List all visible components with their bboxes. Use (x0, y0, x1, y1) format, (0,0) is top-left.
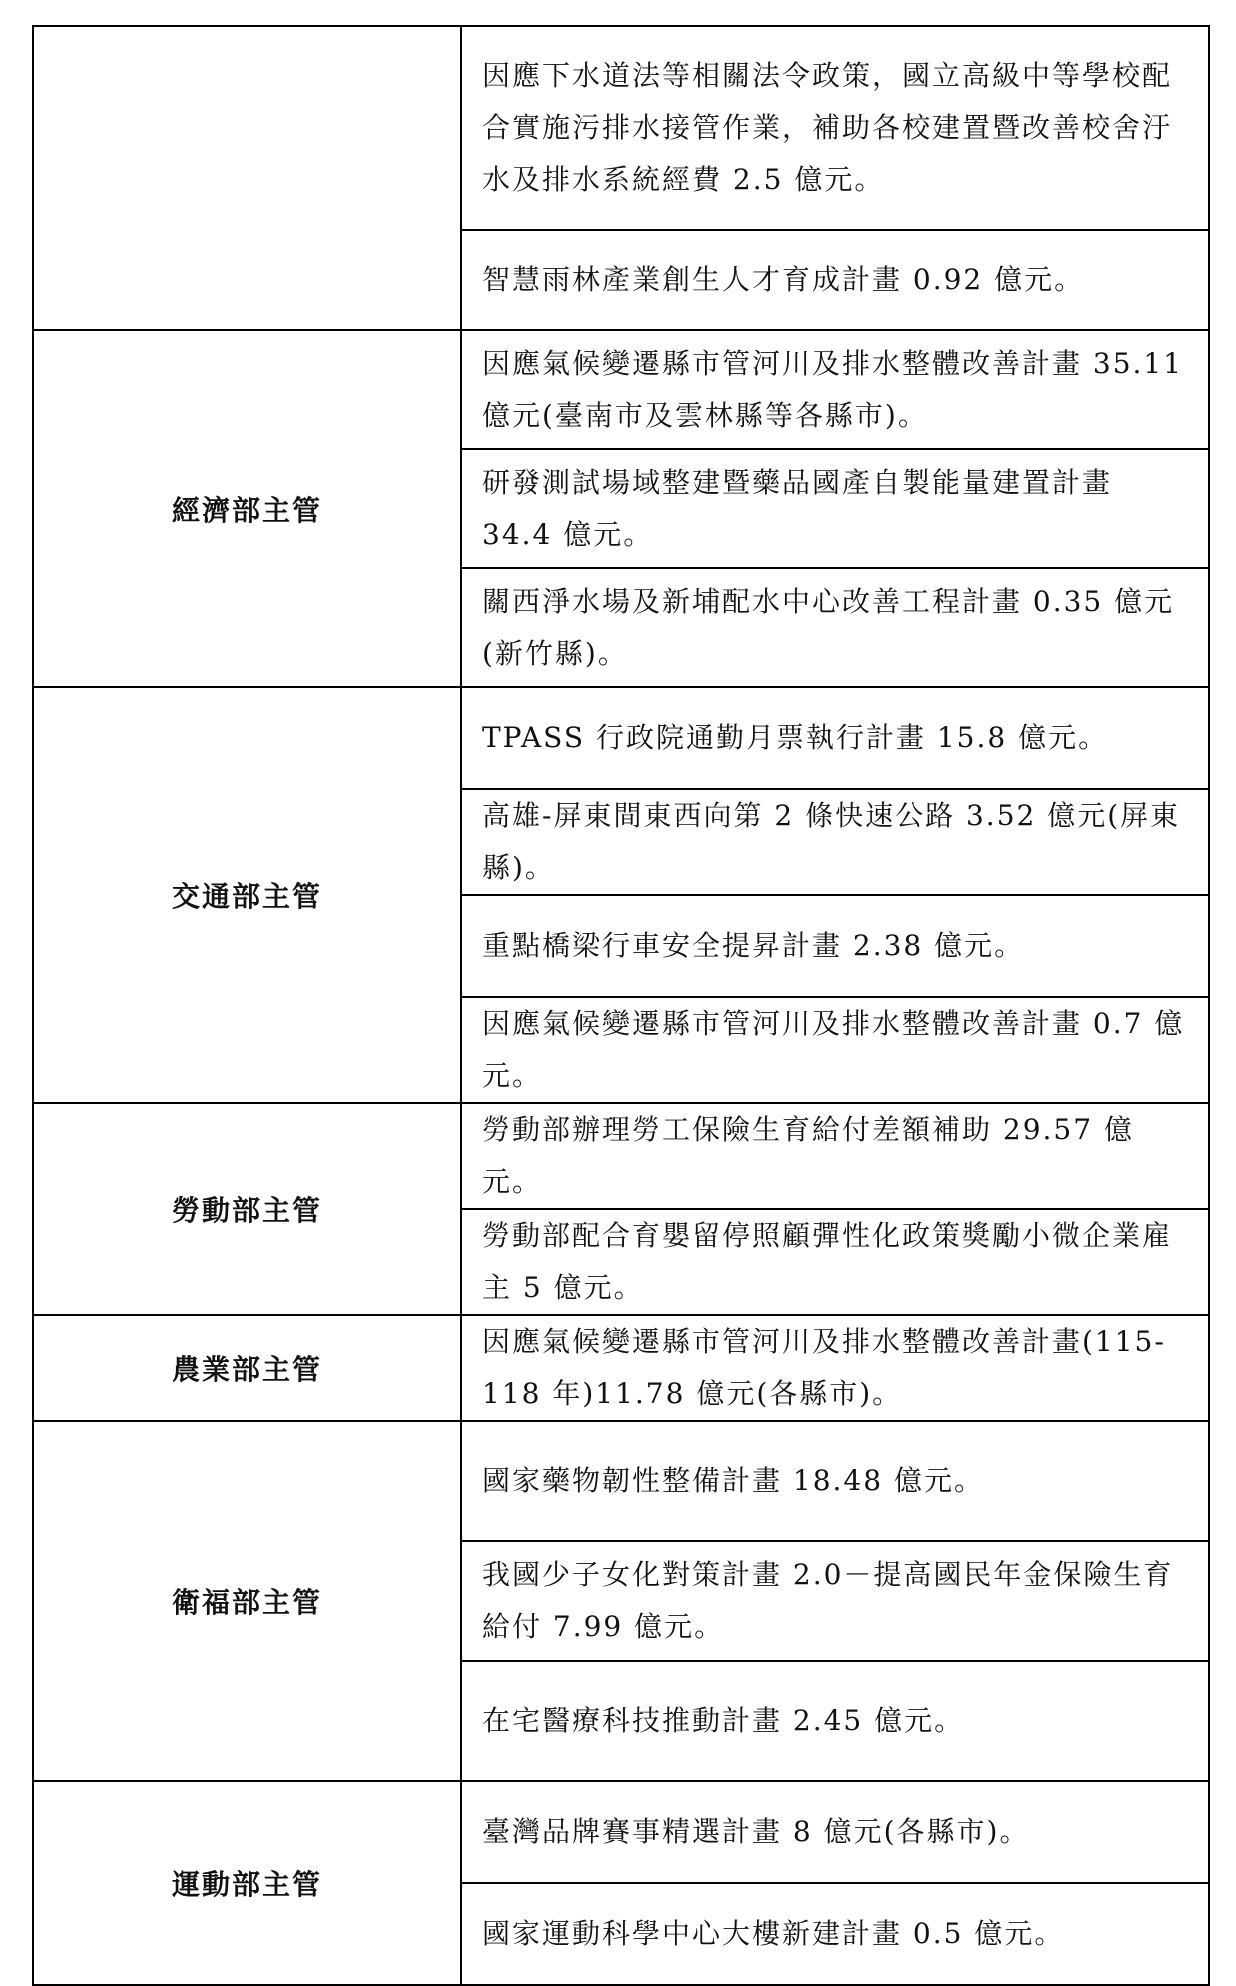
item-text: 在宅醫療科技推動計畫 2.45 億元。 (482, 1704, 965, 1737)
item-cell (461, 789, 1209, 895)
item-cell (461, 449, 1209, 568)
item-text: 因應氣候變遷縣市管河川及排水整體改善計畫 0.7 億元。 (482, 1007, 1185, 1092)
item-text: 研發測試場域整建暨藥品國產自製能量建置計畫 34.4 億元。 (482, 465, 1113, 551)
item-cell (461, 1103, 1209, 1209)
item-cell (461, 1209, 1209, 1315)
item-text: 因應氣候變遷縣市管河川及排水整體改善計畫(115-118 年)11.78 億元(各縣市)。 (482, 1325, 1166, 1410)
item-text: 我國少子女化對策計畫 2.0－提高國民年金保險生育給付 7.99 億元。 (482, 1558, 1174, 1643)
item-text: 重點橋梁行車安全提昇計畫 2.38 億元。 (482, 929, 1025, 962)
item-text: 勞動部配合育嬰留停照顧彈性化政策獎勵小微企業雇主 5 億元。 (482, 1219, 1173, 1304)
item-cell (461, 230, 1209, 330)
item-text: 國家藥物韌性整備計畫 18.48 億元。 (482, 1464, 984, 1497)
table-row (33, 1781, 1209, 1883)
item-cell (461, 1421, 1209, 1541)
table-row (33, 1315, 1209, 1421)
agency-cell: 經濟部主管 (33, 330, 461, 687)
item-text: 高雄-屏東間東西向第 2 條快速公路 3.52 億元(屏東縣)。 (482, 799, 1181, 884)
agency-cell: 運動部主管 (33, 1781, 461, 1985)
item-text: TPASS 行政院通勤月票執行計畫 15.8 億元。 (482, 721, 1109, 754)
budget-table-body (33, 26, 1209, 1985)
agency-cell: 交通部主管 (33, 687, 461, 1103)
table-row (33, 330, 1209, 449)
item-cell (461, 895, 1209, 997)
item-cell (461, 1661, 1209, 1781)
table-row (33, 687, 1209, 789)
table-row (33, 1103, 1209, 1209)
agency-cell: 衛福部主管 (33, 1421, 461, 1781)
item-text: 國家運動科學中心大樓新建計畫 0.5 億元。 (482, 1917, 1065, 1950)
table-row (33, 1421, 1209, 1541)
item-cell (461, 1883, 1209, 1985)
item-cell (461, 330, 1209, 449)
item-text: 因應氣候變遷縣市管河川及排水整體改善計畫 35.11 億元(臺南市及雲林縣等各縣市)。 (482, 346, 1184, 432)
item-cell (461, 687, 1209, 789)
table-row (33, 26, 1209, 230)
item-cell (461, 568, 1209, 687)
agency-cell: 農業部主管 (33, 1315, 461, 1421)
agency-cell (33, 26, 461, 330)
item-text: 臺灣品牌賽事精選計畫 8 億元(各縣市)。 (482, 1815, 1030, 1848)
item-cell (461, 1781, 1209, 1883)
item-text: 勞動部辦理勞工保險生育給付差額補助 29.57 億元。 (482, 1113, 1134, 1198)
item-text: 智慧雨林產業創生人才育成計畫 0.92 億元。 (482, 263, 1085, 296)
item-cell (461, 1541, 1209, 1661)
agency-cell: 勞動部主管 (33, 1103, 461, 1315)
item-cell (461, 1315, 1209, 1421)
item-text: 因應下水道法等相關法令政策，國立高級中等學校配合實施污排水接管作業，補助各校建置暨改善校舍汙水及排水系統經費 2.5 億元。 (482, 59, 1173, 196)
item-cell (461, 26, 1209, 230)
item-text: 關西淨水場及新埔配水中心改善工程計畫 0.35 億元(新竹縣)。 (482, 584, 1175, 670)
item-cell (461, 997, 1209, 1103)
budget-table (32, 25, 1210, 1986)
